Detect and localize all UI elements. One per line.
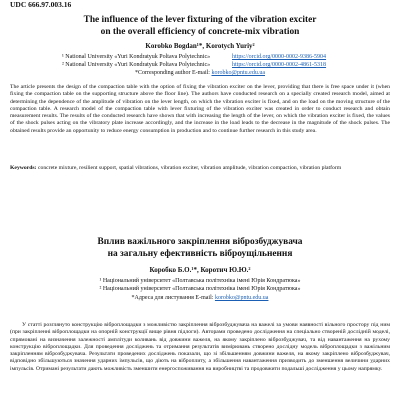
corresponding-author-ua	[0, 295, 400, 301]
corresponding-author-en	[0, 70, 400, 76]
affiliation-en-1	[62, 54, 362, 62]
keywords-list: concrete mixture, resilient support, spatial vibrations, vibration exciter, vibration amplitude, vibration compaction, vibration platform	[37, 165, 342, 171]
abstract-ua: У статті розглянуто конструкцію віброплощадки з можливістю закріплення віброзбуджувача на важелі за умови наявності вільного простору під ним (при закріпленні віброплощадки на опорній конструкції вище рівня підлоги). Авторами проведено дослідження на спеціально створеній дослідній моделі, спрямовані на визначення залежності амплітуди коливань від довжини важеля, на якому закріплено віброзбуджувач, та від навантаження на рухому конструкцію віброплощадки. Для проведення досліджень та отримання результатів вимірювань створено дослідну модель віброплощадки з важільним закріпленням віброзбуджувача. Результати проведених досліджень показали, що зі збільшенням довжини важеля, на якому закріплено віброзбуджувач, відповідно збільшуються значення ударних імпульсів, що діють на віброплиту, а збільшення навантаження призводить до зменшення величини ударних імпульсів. Отримані результати дають можливість зменшити енергоспоживання на виробництві та продовжити подальші дослідження у цьому напрямку.	[10, 322, 390, 372]
corresponding-email-ua[interactable]: korobko@pntu.edu.ua	[214, 295, 269, 301]
affiliation-ua-1: ¹ Національний університет «Полтавська політехніка імені Юрія Кондратюка»	[99, 278, 301, 284]
affiliation-ua-2: ² Національний університет «Полтавська політехніка імені Юрія Кондратюка»	[99, 286, 301, 292]
orcid-link-1[interactable]: https://orcid.org/0000-0002-9386-5904	[232, 54, 327, 60]
abstract-en: The article presents the design of the compaction table with the option of fixing the vibration exciter on the lever, providing that there is free space under it (when fixing the compaction table on the supporting structure above the floor line). The authors have conducted research on a specially created research model, aimed at determining the dependence of the amplitude of vibration on the lever length, on which the vibration exciter is fixed, and on the load on the moving structure of the compaction table. A research model of the compaction table with lever fixturing of the vibration exciter was created in order to conduct research and obtain measurement results. The results of the conducted research have shown that with increasing the length of the lever, on which the vibration exciter is fixed, the values of the shock pulses acting on the vibratory plate increase accordingly, and the increase in the load leads to the decrease in the magnitude of the shock pulses. The obtained results provide an opportunity to reduce energy consumption in production and to continue further research in this study area.	[10, 84, 390, 134]
title-en-line-1: The influence of the lever fixturing of the vibration exciter	[83, 15, 317, 25]
title-ua-line-2: на загальну ефективність віброущільнення	[107, 249, 293, 259]
title-en-line-2: on the overall efficiency of concrete-mix vibration	[100, 27, 300, 37]
affiliation-en-2-text: ² National University «Yuri Kondratyuk Poltava Polytechnic»	[62, 62, 211, 68]
corresponding-label-ua: *Адреса для листування E-mail:	[131, 295, 214, 301]
udc-code: UDC 666.97.003.16	[10, 0, 72, 9]
authors-ua: Коробко Б.О.¹*, Коротич Ю.Ю.²	[149, 266, 251, 274]
article-title-en	[0, 14, 400, 38]
keywords-label: Keywords:	[10, 165, 37, 171]
article-title-ua	[0, 236, 400, 260]
affiliation-en-2	[62, 62, 362, 70]
authors-en: Korobko Bogdan¹*, Korotych Yuriy²	[145, 42, 255, 50]
title-ua-line-1: Вплив важільного закріплення віброзбуджувача	[97, 237, 303, 247]
keywords-en	[10, 165, 390, 172]
orcid-link-2[interactable]: https://orcid.org/0000-0002-4861-5318	[232, 62, 327, 68]
affiliation-en-1-text: ¹ National University «Yuri Kondratyuk Poltava Polytechnic»	[62, 54, 211, 60]
corresponding-label-en: *Corresponding author E-mail:	[134, 70, 210, 76]
corresponding-email-en[interactable]: korobko@pntu.edu.ua	[211, 70, 266, 76]
